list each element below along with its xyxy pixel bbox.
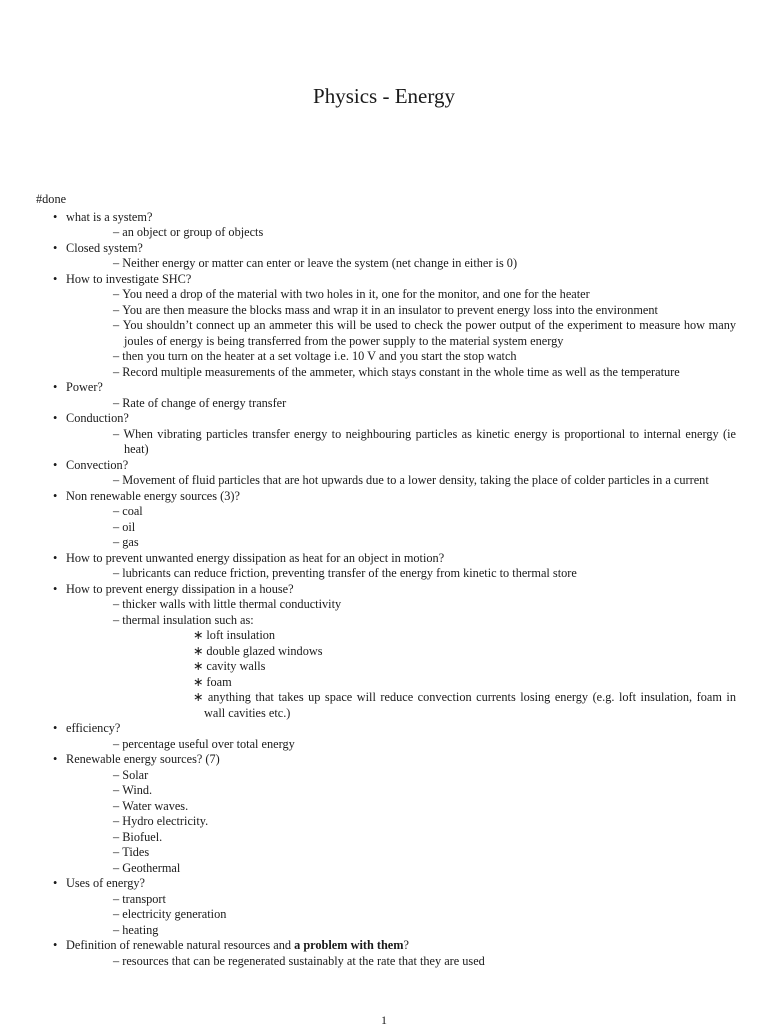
answer-item: – electricity generation: [66, 907, 736, 923]
answer-item: – oil: [66, 520, 736, 536]
page-number: 1: [381, 1013, 387, 1027]
list-item: • Definition of renewable natural resources and a problem with them? – resources that can be regenerated sustainably at the rate that they are used: [36, 938, 736, 969]
answer-item: – Tides: [66, 845, 736, 861]
answer-item: – Hydro electricity.: [66, 814, 736, 830]
answer-item: – resources that can be regenerated sustainably at the rate that they are used: [66, 954, 736, 970]
answer-item: – Neither energy or matter can enter or leave the system (net change in either is 0): [66, 256, 736, 272]
answer-item: – You need a drop of the material with two holes in it, one for the monitor, and one for the heater: [66, 287, 736, 303]
sub-answer-item: ∗ anything that takes up space will reduce convection currents losing energy (e.g. loft insulation, foam in wall cavities etc.): [124, 690, 736, 721]
list-item: • Convection? – Movement of fluid particles that are hot upwards due to a lower density, taking the place of colder particles in a current: [36, 458, 736, 489]
page-title: Physics - Energy: [313, 84, 455, 108]
answer-item: – gas: [66, 535, 736, 551]
answer-item: – Movement of fluid particles that are hot upwards due to a lower density, taking the place of colder particles in a current: [66, 473, 736, 489]
list-item: • Renewable energy sources? (7) – Solar – Wind. – Water waves. – Hydro electricity. – Biofuel. – Tides – Geothermal: [36, 752, 736, 876]
list-item: • efficiency? – percentage useful over total energy: [36, 721, 736, 752]
sub-answer-item: ∗ loft insulation: [124, 628, 736, 644]
answer-item: – thicker walls with little thermal conductivity: [66, 597, 736, 613]
list-item: • How to prevent energy dissipation in a house? – thicker walls with little thermal conductivity – thermal insulation such as: ∗ loft insulation ∗ double glazed windows ∗ cavity walls ∗ foam ∗ anything that takes up space will reduce convection currents losing energy (e.g. loft insulation, foam in wall cavities etc.): [36, 582, 736, 722]
answer-item: – transport: [66, 892, 736, 908]
answer-item: – Biofuel.: [66, 830, 736, 846]
document-body: [36, 192, 736, 969]
answer-item: – thermal insulation such as: ∗ loft insulation ∗ double glazed windows ∗ cavity walls ∗ foam ∗ anything that takes up space will reduce convection currents losing energy (e.g. loft insulation, foam in wall cavities etc.): [66, 613, 736, 722]
answer-item: – an object or group of objects: [66, 225, 736, 241]
answer-item: – You shouldn’t connect up an ammeter this will be used to check the power output of the experiment to measure how many joules of energy is being transferred from the power supply to the material system energy: [66, 318, 736, 349]
answer-item: – Solar: [66, 768, 736, 784]
answer-item: – Rate of change of energy transfer: [66, 396, 736, 412]
list-item: • Non renewable energy sources (3)? – coal – oil – gas: [36, 489, 736, 551]
sub-answer-item: ∗ foam: [124, 675, 736, 691]
answer-item: – You are then measure the blocks mass and wrap it in an insulator to prevent energy loss into the environment: [66, 303, 736, 319]
answer-item: – When vibrating particles transfer energy to neighbouring particles as kinetic energy is proportional to internal energy (ie heat): [66, 427, 736, 458]
answer-item: – coal: [66, 504, 736, 520]
question-list: [36, 210, 736, 970]
answer-item: – Record multiple measurements of the ammeter, which stays constant in the whole time as well as the temperature: [66, 365, 736, 381]
answer-item: – lubricants can reduce friction, preventing transfer of the energy from kinetic to thermal store: [66, 566, 736, 582]
sub-answer-item: ∗ double glazed windows: [124, 644, 736, 660]
sub-answer-item: ∗ cavity walls: [124, 659, 736, 675]
answer-item: – Geothermal: [66, 861, 736, 877]
answer-item: – heating: [66, 923, 736, 939]
list-item: • Uses of energy? – transport – electricity generation – heating: [36, 876, 736, 938]
bold-phrase: a problem with them: [294, 938, 404, 952]
answer-item: – Wind.: [66, 783, 736, 799]
answer-item: – percentage useful over total energy: [66, 737, 736, 753]
answer-item: – then you turn on the heater at a set voltage i.e. 10 V and you start the stop watch: [66, 349, 736, 365]
list-item: • How to prevent unwanted energy dissipation as heat for an object in motion? – lubricants can reduce friction, preventing transfer of the energy from kinetic to thermal store: [36, 551, 736, 582]
done-tag: #done: [36, 192, 67, 206]
list-item: • what is a system? – an object or group of objects: [36, 210, 736, 241]
list-item: • How to investigate SHC? – You need a drop of the material with two holes in it, one for the monitor, and one for the heater – You are then measure the blocks mass and wrap it in an insulator to prevent energy loss into the environment – You shouldn’t connect up an ammeter this will be used to check the power output of the experiment to measure how many joules of energy is being transferred from the power supply to the material system energy – then you turn on the heater at a set voltage i.e. 10 V and you start the stop watch – Record multiple measurements of the ammeter, which stays constant in the whole time as well as the temperature: [36, 272, 736, 381]
answer-item: – Water waves.: [66, 799, 736, 815]
list-item: • Conduction? – When vibrating particles transfer energy to neighbouring particles as kinetic energy is proportional to internal energy (ie heat): [36, 411, 736, 458]
list-item: • Closed system? – Neither energy or matter can enter or leave the system (net change in either is 0): [36, 241, 736, 272]
list-item: • Power? – Rate of change of energy transfer: [36, 380, 736, 411]
